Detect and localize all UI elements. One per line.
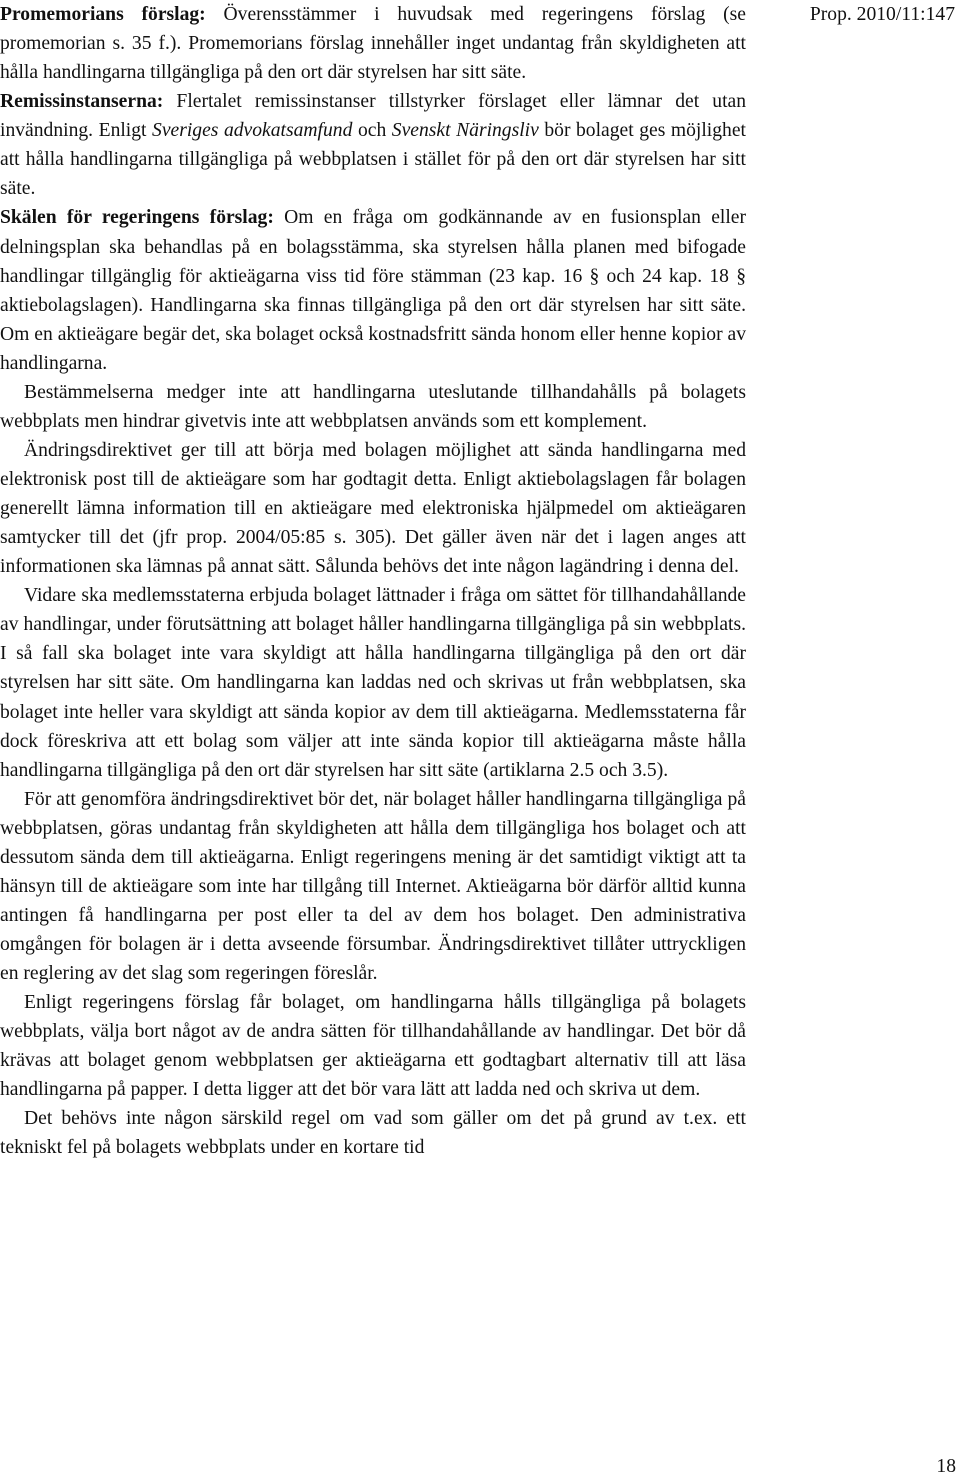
paragraph-promemoria-text: Överensstämmer i huvudsak med regeringens förslag (se promemorian s. 35 f.). Promemorians förslag innehåller inget undantag från skyldigheten att hålla handlingarna tillgängliga på den ort där styrelsen har sitt säte. — [0, 4, 746, 84]
heading-skalen: Skälen för regeringens förslag: — [0, 207, 274, 229]
page-number: 18 — [936, 1456, 956, 1477]
heading-remissinstanser: Remissinstanserna: — [0, 91, 164, 113]
organisation-naringsliv: Svenskt Näringsliv — [391, 120, 539, 142]
paragraph-genomfora: För att genomföra ändringsdirektivet bör det, när bolaget håller handlingarna tillgängliga på webbplatsen, göras undantag från skyldigheten att hålla dem tillgängliga hos bolaget och att dessutom sända dem till aktieägarna. Enligt regeringens mening är det samtidigt viktigt att ta hänsyn till de aktieägare som inte har tillgång till Internet. Aktieägarna bör därför alltid kunna antingen få handlingarna per post eller ta del av dem hos bolaget. Den administrativa omgången för bolagen är i detta avseende försumbar. Ändringsdirektivet tillåter uttryckligen en reglering av det slag som regeringen föreslår. — [0, 788, 746, 985]
paragraph-remissinstanser: Remissinstanserna: Flertalet remissinstanser tillstyrker förslaget eller lämnar det utan invändning. Enligt Sveriges advokatsamfund och Svenskt Näringsliv bör bolaget ges möjlighet att hålla handlingarna tillgängliga på webbplatsen i stället för på den ort där styrelsen har sitt säte. — [0, 91, 746, 200]
paragraph-tekniskt-fel: Det behövs inte någon särskild regel om vad som gäller om det på grund av t.ex. ett tekniskt fel på bolagets webbplats under en kortare tid — [0, 1108, 746, 1159]
paragraph-webbplats: Enligt regeringens förslag får bolaget, om handlingarna hålls tillgängliga på bolagets webbplats, välja bort något av de andra sätten för tillhandahållande av handlingar. Det bör då krävas att bolaget genom webbplatsen ger aktieägarna ett godtagbart alternativ till att läsa handlingarna på papper. I detta ligger att det bör vara lätt att ladda ned och skriva ut dem. — [0, 992, 746, 1101]
paragraph-andringsdirektivet: Ändringsdirektivet ger till att börja med bolagen möjlighet att sända handlingarna med elektronisk post till de aktieägare som har godtagit detta. Enligt aktiebolagslagen får bolagen generellt lämna information till en aktieägare med elektroniska hjälpmedel om aktieägaren samtycker till det (jfr prop. 2004/05:85 s. 305). Det gäller även när det i lagen anges att informationen ska lämnas på annat sätt. Sålunda behövs det inte någon lagändring i denna del. — [0, 439, 746, 578]
organisation-advokatsamfund: Sveriges advokatsamfund — [152, 120, 353, 142]
paragraph-medlemsstaterna: Vidare ska medlemsstaterna erbjuda bolaget lättnader i fråga om sättet för tillhandahållande av handlingar, under förutsättning att bolaget håller handlingarna tillgängliga på sin webbplats. I så fall ska bolaget inte vara skyldigt att hålla handlingarna tillgängliga på den ort där styrelsen har sitt säte. Om handlingarna kan laddas ned och skrivas ut från webbplatsen, ska bolaget inte heller vara skyldigt att sända kopior av dem till aktieägarna. Medlemsstaterna får dock föreskriva att ett bolag som väljer att inte sända kopior till aktieägarna måste hålla handlingarna tillgängliga på den ort där styrelsen har sitt säte (artiklarna 2.5 och 3.5). — [0, 585, 746, 781]
paragraph-skalen — [0, 203, 746, 377]
heading-promemoria: Promemorians förslag: — [0, 4, 206, 25]
proposition-number: Prop. 2010/11:147 — [809, 4, 955, 25]
paragraph-promemoria — [0, 0, 746, 87]
paragraph-bestammelserna: Bestämmelserna medger inte att handlingarna uteslutande tillhandahålls på bolagets webbplats men hindrar givetvis inte att webbplatsen används som ett komplement. — [0, 381, 746, 432]
paragraph-skalen-text: Om en fråga om godkännande av en fusionsplan eller delningsplan ska behandlas på en bolagsstämma, ska styrelsen hålla planen med bifogade handlingar tillgänglig för aktieägarna viss tid före stämman (23 kap. 16 § och 24 kap. 18 § aktiebolagslagen). Handlingarna ska finnas tillgängliga på den ort där styrelsen har sitt säte. Om en aktieägare begär det, ska bolaget också kostnadsfritt sända honom eller henne kopior av handlingarna. — [0, 207, 746, 374]
